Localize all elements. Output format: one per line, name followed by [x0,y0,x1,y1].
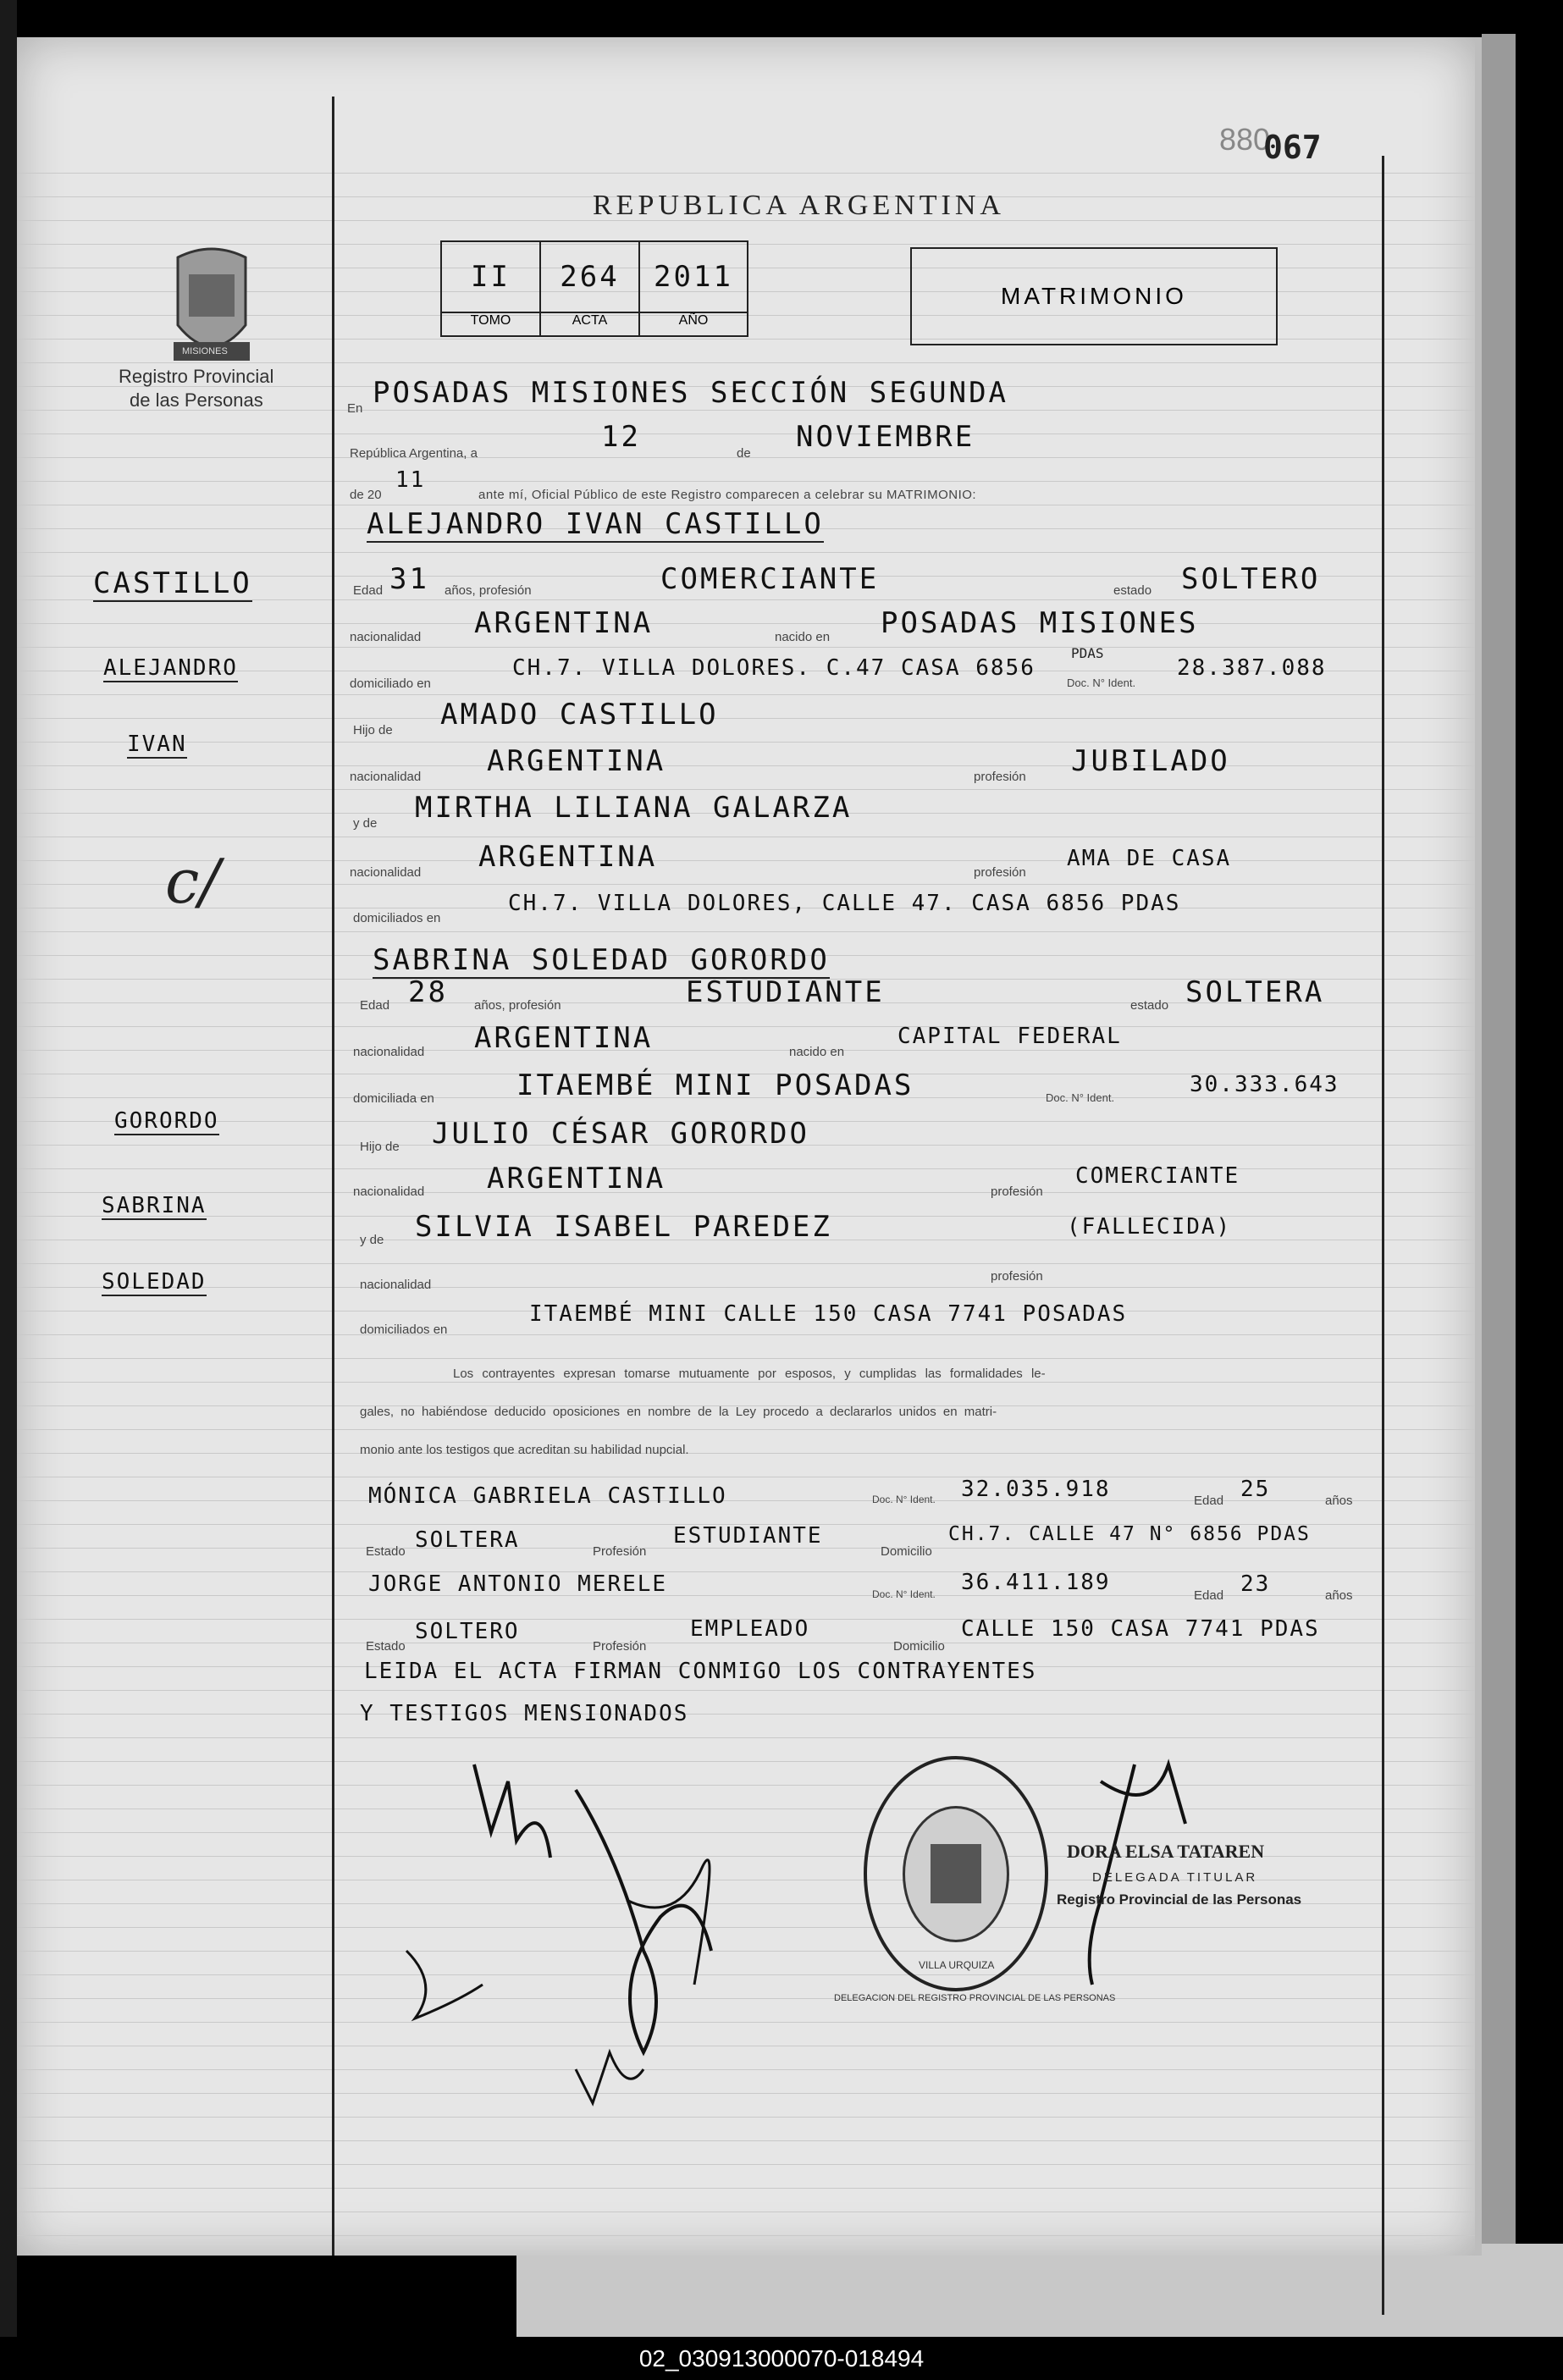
background-left [0,0,17,2380]
groom-mother-prof: AMA DE CASA [1067,846,1232,871]
ruled-line [17,860,1475,861]
groom-father-label: Hijo de [353,723,393,737]
bride-father-nac-label: nacionalidad [353,1184,425,1199]
document-page [17,37,1482,2256]
groom-nationality: ARGENTINA [474,606,654,640]
witness2-dom-label: Domicilio [893,1639,945,1654]
ruled-line [17,1334,1475,1335]
groom-father-prof-label: profesión [974,770,1026,784]
groom-edad-label: Edad [353,583,384,598]
intro-year-prefix: de 20 [350,488,382,502]
ruled-line [17,2235,1475,2236]
intro-sentence: ante mí, Oficial Público de este Registro comparecen a celebrar su MATRIMONIO: [478,488,977,502]
groom-mother: MIRTHA LILIANA GALARZA [415,791,853,825]
bride-father: JULIO CÉSAR GORORDO [432,1117,809,1151]
ruled-line [17,884,1475,885]
groom-age: 31 [389,562,429,596]
witness2-doc-label: Doc. N° Ident. [872,1588,936,1600]
ruled-line [17,2188,1475,2189]
groom-birthplace: POSADAS MISIONES [881,606,1199,640]
seal-text: DELEGACION DEL REGISTRO PROVINCIAL DE LAS PERSONAS [834,1993,1116,2003]
ruled-line [17,1192,1475,1193]
ruled-line [17,647,1475,648]
page-number-faint: 880 [1219,122,1271,157]
witness2-anos-label: años [1325,1588,1353,1603]
ruled-line [17,1453,1475,1454]
intro-year-suffix: 11 [395,467,426,493]
bride-estado: SOLTERA [1185,975,1325,1009]
bride-mother-note: (FALLECIDA) [1067,1214,1232,1240]
ruled-line [17,1050,1475,1051]
ruled-line [17,552,1475,553]
ruled-line [17,765,1475,766]
ruled-line [17,694,1475,695]
groom-mother-prof-label: profesión [974,865,1026,880]
closing-line1: LEIDA EL ACTA FIRMAN CONMIGO LOS CONTRAYENTES [364,1659,1037,1684]
groom-doc: 28.387.088 [1177,655,1327,681]
witness1-estado: SOLTERA [415,1527,520,1553]
closing-line2: Y TESTIGOS MENSIONADOS [360,1701,689,1726]
ruled-line [17,1168,1475,1169]
groom-mother-nac: ARGENTINA [478,840,658,874]
groom-father-prof: JUBILADO [1071,744,1230,778]
ruled-line [17,2164,1475,2165]
witness2-edad-label: Edad [1194,1588,1224,1603]
legal-line3: monio ante los testigos que acreditan su habilidad nupcial. [360,1443,689,1457]
ruled-line [17,718,1475,719]
witness1-age: 25 [1240,1477,1271,1502]
bride-anos-label: años, profesión [474,998,561,1013]
official-seal-icon [864,1756,1048,1991]
bride-parents-dom-label: domiciliados en [360,1323,448,1337]
ruled-line [17,1263,1475,1264]
margin-bride-name1: SABRINA [102,1193,207,1218]
groom-mother-label: y de [353,816,378,831]
ruled-line [17,931,1475,932]
bride-age: 28 [408,975,448,1009]
intro-month: NOVIEMBRE [796,420,975,454]
witness2-doc: 36.411.189 [961,1570,1111,1595]
intro-de-label: de [737,446,751,461]
bride-father-prof-label: profesión [991,1184,1043,1199]
witness2-profession: EMPLEADO [690,1616,810,1642]
ano-value: 2011 [654,260,733,294]
groom-mother-nac-label: nacionalidad [350,865,422,880]
groom-address: CH.7. VILLA DOLORES. C.47 CASA 6856 [512,655,1036,681]
bride-father-nac: ARGENTINA [487,1162,666,1196]
margin-connector: c/ [165,846,220,917]
witness1-address: CH.7. CALLE 47 N° 6856 PDAS [948,1523,1311,1545]
bride-full-name: SABRINA SOLEDAD GORORDO [373,943,830,977]
margin-bride-name2: SOLEDAD [102,1269,207,1295]
act-type: MATRIMONIO [1001,283,1187,309]
witness1-name: MÓNICA GABRIELA CASTILLO [368,1483,727,1509]
groom-nac-label: nacionalidad [350,630,422,644]
groom-doc-label: Doc. N° Ident. [1067,676,1136,689]
groom-parents-address: CH.7. VILLA DOLORES, CALLE 47. CASA 6856 PDAS [508,891,1181,916]
tomo-value: II [442,242,541,312]
republica-label: República Argentina, a [350,446,478,461]
groom-profession: COMERCIANTE [660,562,880,596]
bride-father-label: Hijo de [360,1140,400,1154]
bride-nac-label: nacionalidad [353,1045,425,1059]
bride-dom-label: domiciliada en [353,1091,434,1106]
bride-mother-nac-label: nacionalidad [360,1278,432,1292]
witness2-address: CALLE 150 CASA 7741 PDAS [961,1616,1320,1642]
intro-place: POSADAS MISIONES SECCIÓN SEGUNDA [373,376,1009,410]
margin-bride-surname: GORORDO [114,1108,219,1134]
groom-full-name: ALEJANDRO IVAN CASTILLO [367,507,824,541]
groom-estado: SOLTERO [1181,562,1321,596]
bride-nationality: ARGENTINA [474,1021,654,1055]
bride-father-prof: COMERCIANTE [1075,1163,1240,1189]
witness1-doc: 32.035.918 [961,1477,1111,1502]
ruled-line [17,1358,1475,1359]
witness1-profession: ESTUDIANTE [673,1523,823,1549]
act-type-box [910,247,1278,345]
groom-dom-label: domiciliado en [350,676,431,691]
country-heading: REPUBLICA ARGENTINA [593,190,1005,221]
background-bottom [516,2244,1563,2345]
groom-nacido-label: nacido en [775,630,831,644]
witness1-dom-label: Domicilio [881,1544,932,1559]
act-number-box [440,240,748,337]
officer-title: DELEGADA TITULAR [1092,1870,1258,1885]
groom-parents-dom-label: domiciliados en [353,911,441,925]
witness2-name: JORGE ANTONIO MERELE [368,1571,668,1597]
groom-address-extra: PDAS [1071,645,1104,661]
groom-father: AMADO CASTILLO [440,698,719,732]
witness2-estado-label: Estado [366,1639,406,1654]
witness1-edad-label: Edad [1194,1494,1224,1508]
witness2-age: 23 [1240,1571,1271,1597]
ruled-line [17,433,1475,434]
bride-mother: SILVIA ISABEL PAREDEZ [415,1210,832,1244]
bride-address: ITAEMBÉ MINI POSADAS [516,1069,914,1102]
registry-name-line2: de las Personas [130,389,263,411]
bride-nacido-label: nacido en [789,1045,845,1059]
bride-doc: 30.333.643 [1190,1072,1339,1097]
logo-text: MISIONES [182,346,228,356]
bride-parents-address: ITAEMBÉ MINI CALLE 150 CASA 7741 POSADAS [529,1301,1128,1327]
tomo-label: TOMO [442,313,541,335]
bride-birthplace: CAPITAL FEDERAL [897,1024,1122,1049]
seal-place: VILLA URQUIZA [919,1959,995,1971]
ruled-line [17,1287,1475,1288]
en-label: En [347,401,363,416]
bride-doc-label: Doc. N° Ident. [1046,1091,1115,1104]
witness1-doc-label: Doc. N° Ident. [872,1494,936,1505]
bride-estado-label: estado [1130,998,1169,1013]
witness1-anos-label: años [1325,1494,1353,1508]
legal-line2: gales, no habiéndose deducido oposiciones en nombre de la Ley procedo a declararlos unidos en matri- [360,1405,997,1419]
ruled-line [17,742,1475,743]
witness2-estado: SOLTERO [415,1619,520,1644]
groom-anos-label: años, profesión [445,583,532,598]
acta-value: 264 [541,242,640,312]
witness1-prof-label: Profesión [593,1544,647,1559]
groom-estado-label: estado [1113,583,1152,598]
groom-father-nac: ARGENTINA [487,744,666,778]
ruled-line [17,1026,1475,1027]
bride-edad-label: Edad [360,998,390,1013]
ruled-line [17,1714,1475,1715]
bride-profession: ESTUDIANTE [686,975,885,1009]
ruled-line [17,173,1475,174]
bride-mother-prof-label: profesión [991,1269,1043,1284]
groom-father-nac-label: nacionalidad [350,770,422,784]
margin-groom-surname: CASTILLO [93,566,252,600]
officer-org: Registro Provincial de las Personas [1057,1891,1302,1908]
officer-name: DORA ELSA TATAREN [1067,1841,1265,1862]
ruled-line [17,623,1475,624]
ruled-line [17,1382,1475,1383]
intro-day: 12 [601,420,641,454]
ruled-line [17,481,1475,482]
margin-line [332,97,334,2256]
margin-groom-name2: IVAN [127,732,187,757]
page-number: 067 [1263,129,1322,166]
image-id-caption: 02_030913000070-018494 [0,2337,1563,2380]
ruled-line [17,1429,1475,1430]
acta-label: ACTA [541,313,640,335]
ruled-line [17,789,1475,790]
page-edge [1482,34,1516,2252]
ruled-line [17,1690,1475,1691]
legal-line1: Los contrayentes expresan tomarse mutuamente por esposos, y cumplidas las formalidades le- [453,1367,1046,1381]
bride-mother-label: y de [360,1233,384,1247]
registry-name-line1: Registro Provincial [119,366,274,387]
ano-label: AÑO [678,313,709,328]
witness1-estado-label: Estado [366,1544,406,1559]
margin-groom-name1: ALEJANDRO [103,655,238,681]
witness2-prof-label: Profesión [593,1639,647,1654]
